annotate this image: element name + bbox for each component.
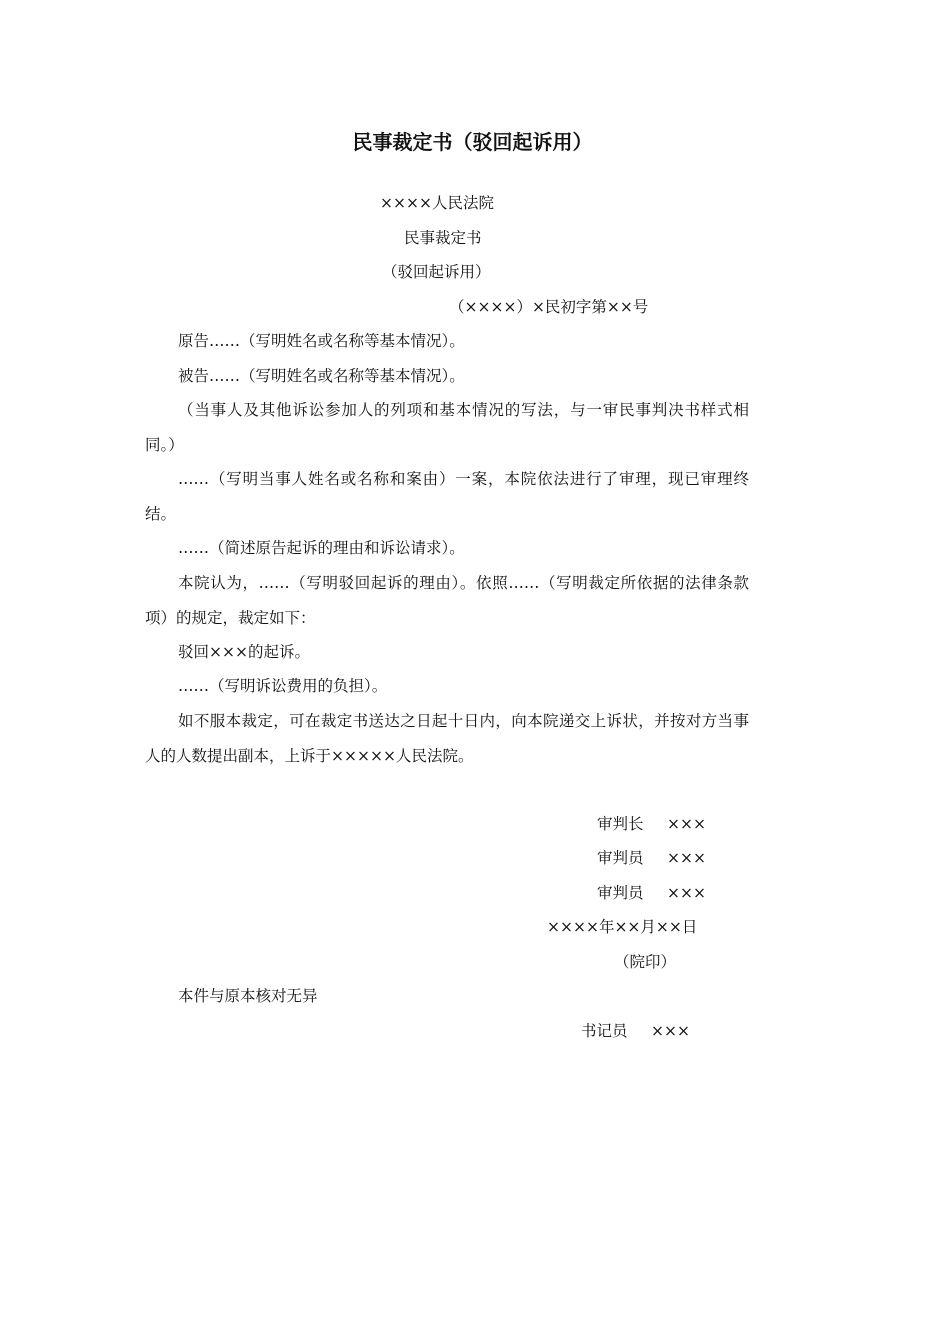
signature-name: ××× (651, 1022, 690, 1040)
signature-clerk (581, 1021, 690, 1041)
signature-presiding-judge (597, 814, 706, 834)
signature-name: ××× (667, 849, 706, 867)
signature-role: 审判员 (597, 884, 644, 902)
signature-judge-1 (597, 848, 706, 868)
document-subtype: （驳回起诉用） (382, 263, 491, 281)
signature-name: ××× (667, 884, 706, 902)
document-type: 民事裁定书 (404, 229, 482, 247)
signature-role: 审判长 (597, 815, 644, 833)
paragraph-defendant: 被告……（写明姓名或名称等基本情况）。 (178, 367, 465, 385)
signature-name: ××× (667, 815, 706, 833)
paragraph-parties-note: （当事人及其他诉讼参加人的列项和基本情况的写法，与一审民事判决书样式相同。） (145, 401, 749, 454)
paragraph-appeal: 如不服本裁定，可在裁定书送达之日起十日内，向本院递交上诉状，并按对方当事人的人数提出副本，上诉于×××××人民法院。 (145, 712, 749, 765)
paragraph-costs: ……（写明诉讼费用的负担）。 (178, 677, 388, 695)
court-seal: （院印） (614, 953, 677, 971)
paragraph-claims: ……（简述原告起诉的理由和诉讼请求）。 (178, 539, 465, 557)
signature-role: 书记员 (581, 1022, 628, 1040)
paragraph-reasoning: 本院认为，……（写明驳回起诉的理由）。依照……（写明裁定所依据的法律条款项）的规定，裁定如下： (145, 574, 749, 627)
paragraph-plaintiff: 原告……（写明姓名或名称等基本情况）。 (178, 332, 465, 350)
paragraph-case-intro: ……（写明当事人姓名或名称和案由）一案，本院依法进行了审理，现已审理终结。 (145, 470, 749, 523)
case-number: （××××）×民初字第××号 (449, 298, 649, 316)
ruling-date: ××××年××月××日 (547, 918, 698, 936)
verification-note: 本件与原本核对无异 (178, 987, 318, 1005)
document-title: 民事裁定书（驳回起诉用） (352, 130, 593, 154)
signature-judge-2 (597, 883, 706, 903)
court-name: ××××人民法院 (380, 194, 494, 212)
paragraph-ruling: 驳回×××的起诉。 (178, 643, 310, 661)
signature-role: 审判员 (597, 849, 644, 867)
